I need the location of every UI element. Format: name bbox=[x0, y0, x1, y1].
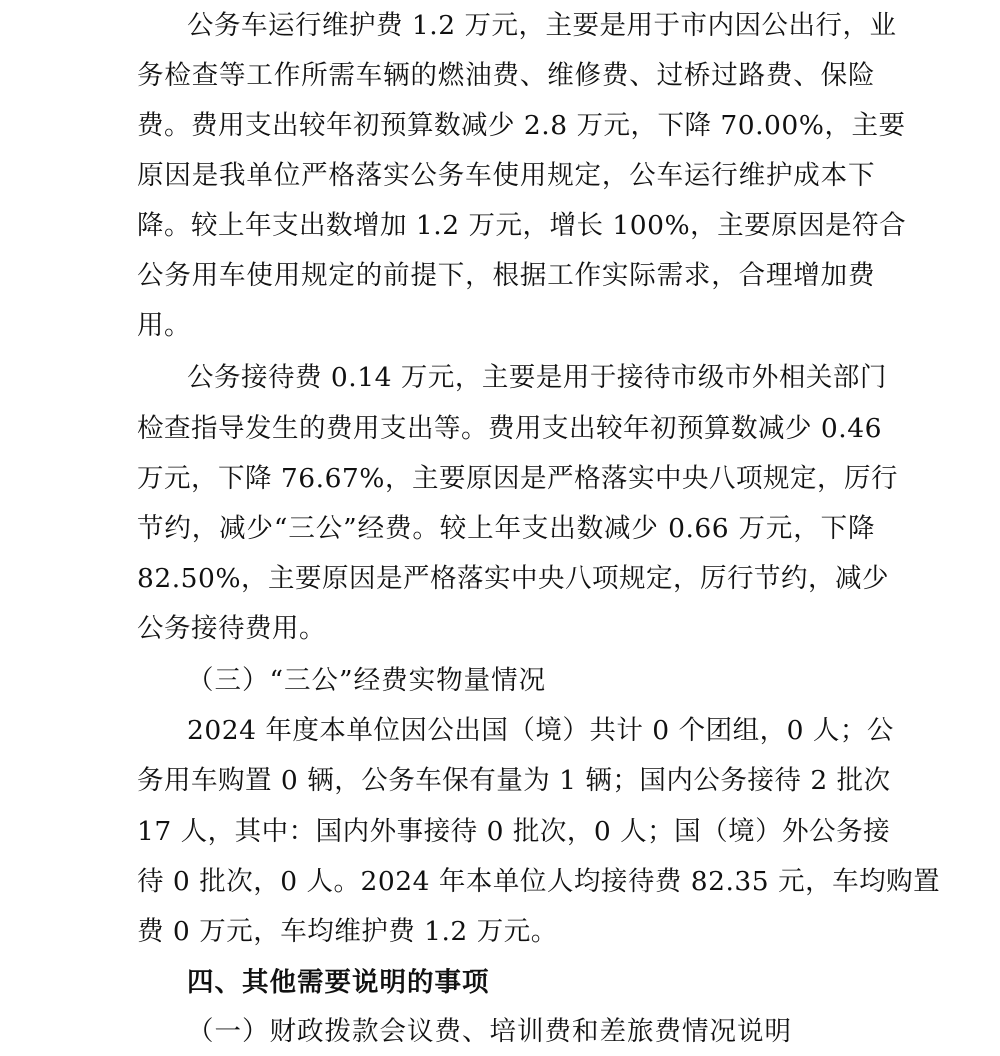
paragraph-line: 费。费用支出较年初预算数减少 2.8 万元，下降 70.00%，主要 bbox=[137, 110, 906, 141]
paragraph-line: 17 人，其中：国内外事接待 0 批次，0 人；国（境）外公务接 bbox=[137, 816, 891, 847]
paragraph-line: 务检查等工作所需车辆的燃油费、维修费、过桥过路费、保险 bbox=[137, 60, 875, 91]
paragraph-line: 务用车购置 0 辆，公务车保有量为 1 辆；国内公务接待 2 批次 bbox=[137, 765, 891, 796]
paragraph-line: 公务用车使用规定的前提下，根据工作实际需求，合理增加费 bbox=[137, 260, 875, 291]
paragraph-line: 用。 bbox=[137, 310, 191, 341]
paragraph-line: 节约，减少“三公”经费。较上年支出数减少 0.66 万元，下降 bbox=[137, 513, 875, 544]
paragraph-line: 原因是我单位严格落实公务车使用规定，公车运行维护成本下 bbox=[137, 160, 875, 191]
paragraph-line: 2024 年度本单位因公出国（境）共计 0 个团组，0 人；公 bbox=[187, 715, 894, 746]
paragraph-line: 公务车运行维护费 1.2 万元，主要是用于市内因公出行，业 bbox=[187, 10, 897, 41]
paragraph-line: 检查指导发生的费用支出等。费用支出较年初预算数减少 0.46 bbox=[137, 413, 882, 444]
sub-heading: （三）“三公”经费实物量情况 bbox=[187, 665, 547, 696]
paragraph-line: 待 0 批次，0 人。2024 年本单位人均接待费 82.35 元，车均购置 bbox=[137, 866, 941, 897]
paragraph-line: 82.50%，主要原因是严格落实中央八项规定，厉行节约，减少 bbox=[137, 563, 890, 594]
paragraph-line: 公务接待费用。 bbox=[137, 613, 326, 644]
paragraph-line: 公务接待费 0.14 万元，主要是用于接待市级市外相关部门 bbox=[187, 362, 887, 393]
section-heading: 四、其他需要说明的事项 bbox=[187, 967, 490, 998]
paragraph-line: 费 0 万元，车均维护费 1.2 万元。 bbox=[137, 916, 558, 947]
sub-heading: （一）财政拨款会议费、培训费和差旅费情况说明 bbox=[187, 1016, 792, 1047]
paragraph-line: 万元，下降 76.67%，主要原因是严格落实中央八项规定，厉行 bbox=[137, 463, 898, 494]
paragraph-line: 降。较上年支出数增加 1.2 万元，增长 100%，主要原因是符合 bbox=[137, 210, 907, 241]
